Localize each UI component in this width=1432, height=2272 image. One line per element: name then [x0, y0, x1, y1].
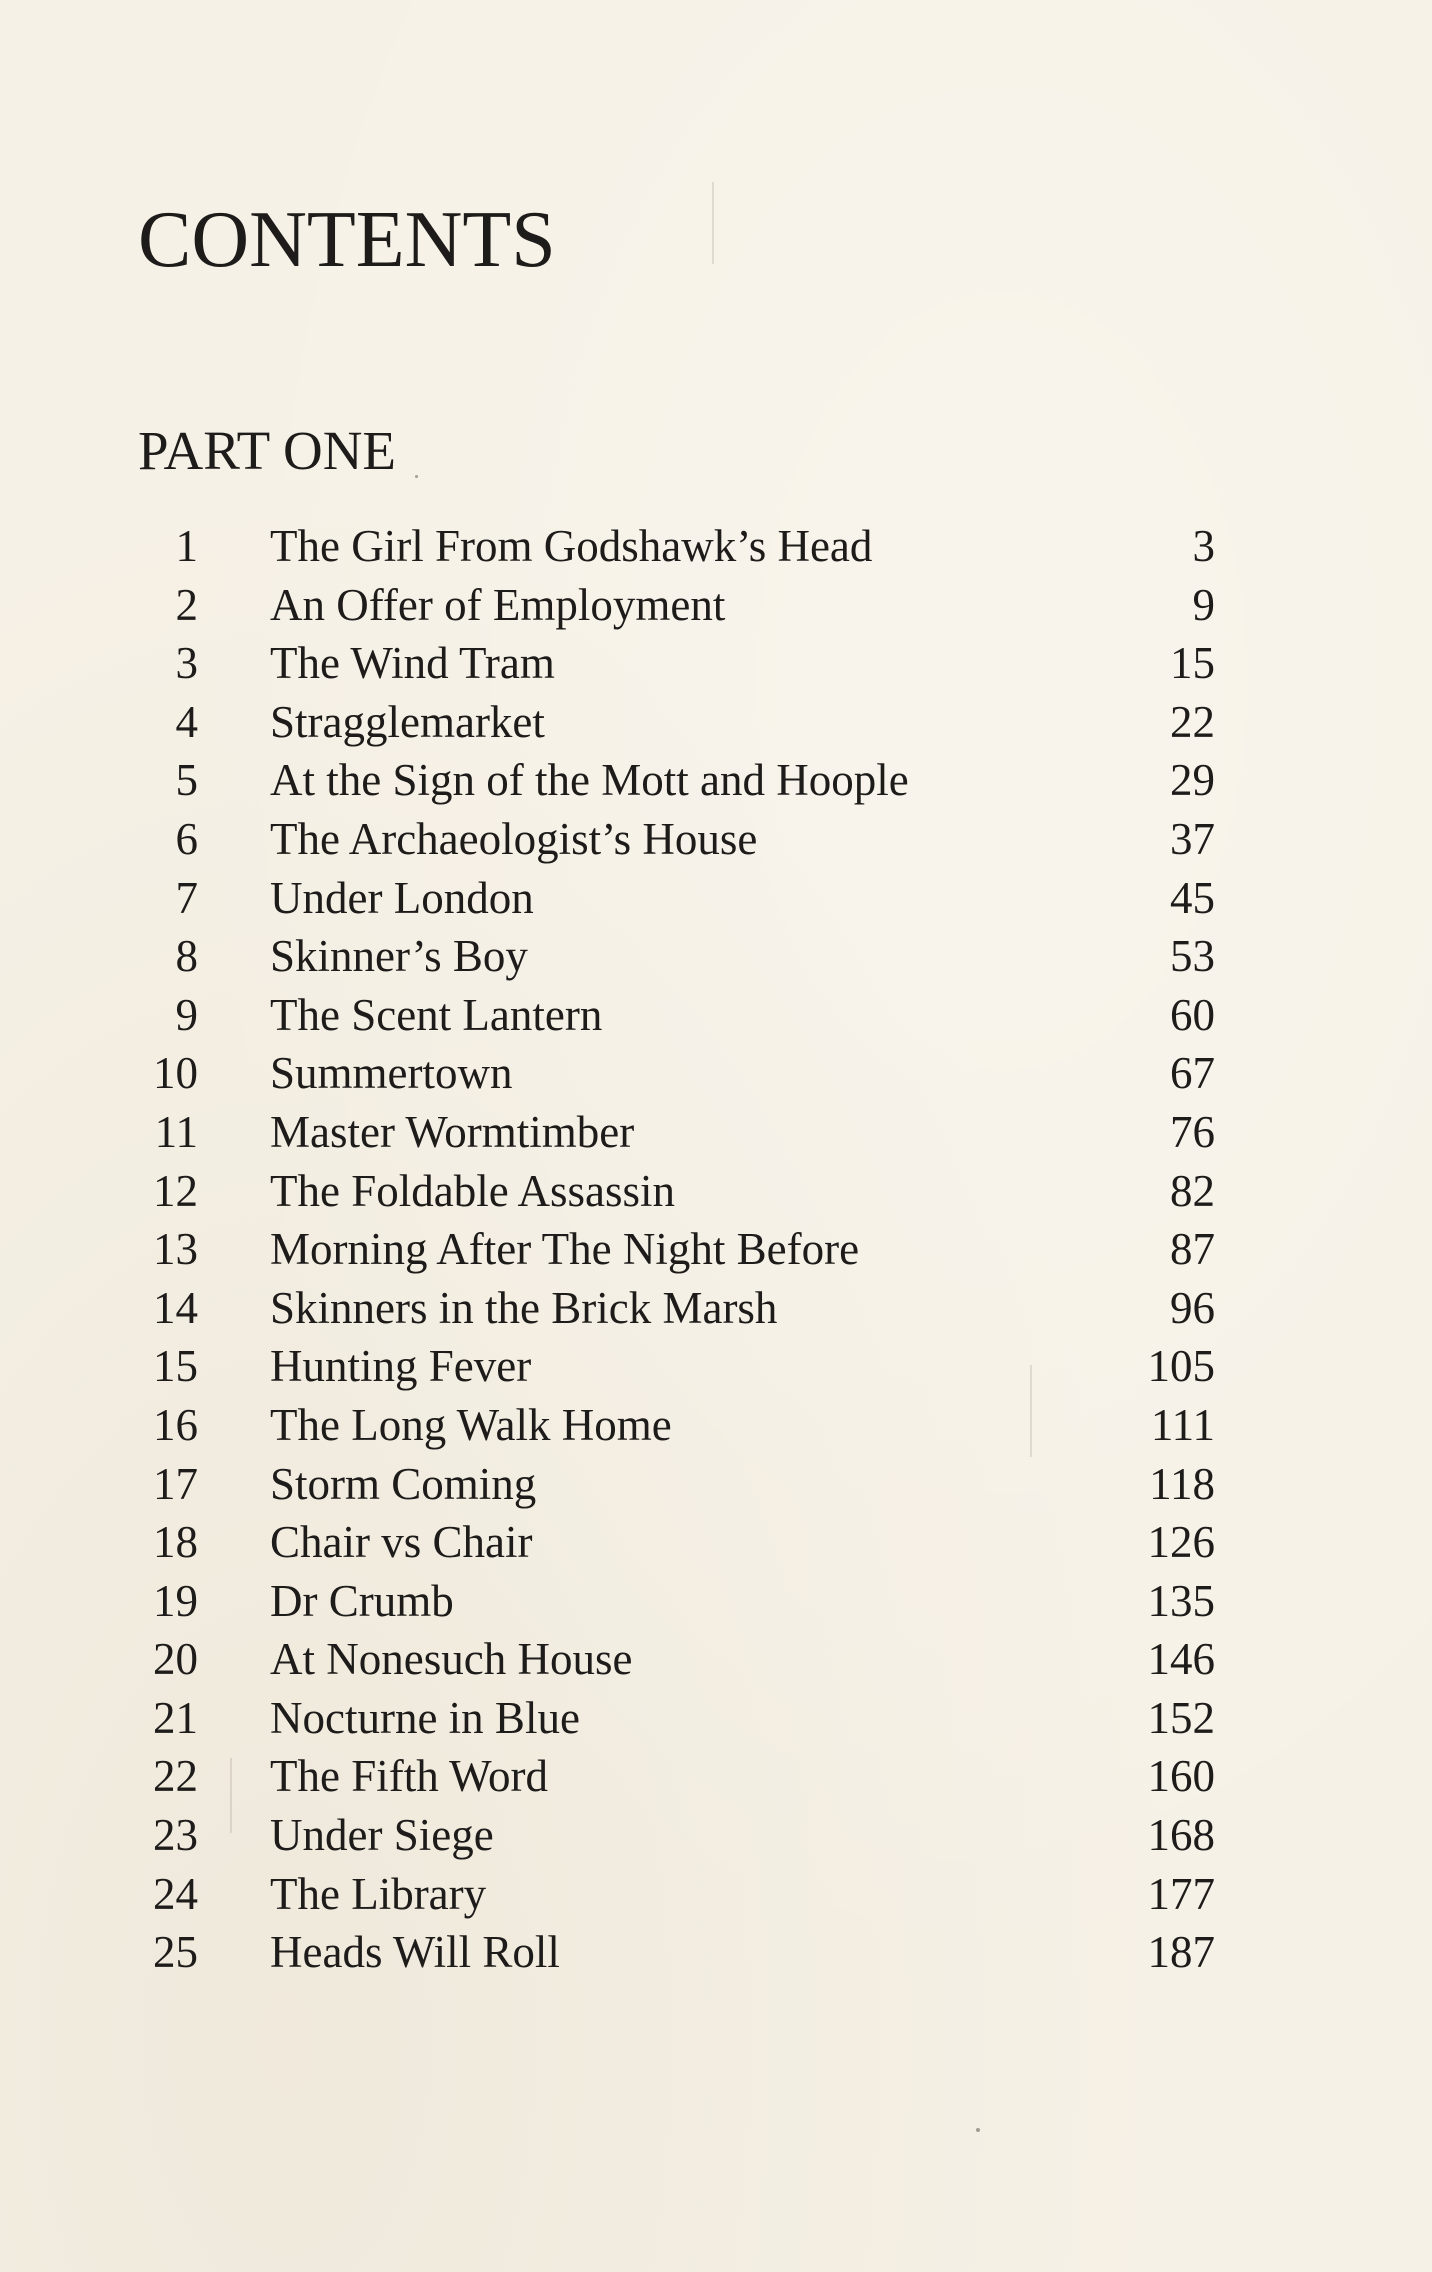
chapter-page-number: 60 [1170, 989, 1215, 1040]
toc-entry [0, 1806, 1432, 1865]
chapter-title: An Offer of Employment [270, 579, 726, 630]
chapter-number: 2 [175, 579, 198, 630]
chapter-page-number: 96 [1170, 1282, 1215, 1333]
chapter-title: Stragglemarket [270, 696, 545, 747]
toc-entry [0, 1455, 1432, 1514]
table-of-contents [0, 517, 1432, 1982]
chapter-title: The Foldable Assassin [270, 1165, 675, 1216]
chapter-title: The Fifth Word [270, 1751, 549, 1802]
chapter-title: The Girl From Godshawk’s Head [270, 521, 873, 571]
toc-entry [0, 1103, 1432, 1162]
chapter-title: Summertown [270, 1048, 513, 1099]
chapter-page-number: 187 [1147, 1927, 1215, 1978]
chapter-title: Storm Coming [270, 1458, 537, 1509]
toc-entry [0, 1747, 1432, 1806]
part-heading: PART ONE [138, 420, 397, 481]
chapter-number: 18 [153, 1517, 198, 1568]
chapter-number: 22 [153, 1751, 198, 1802]
chapter-title: The Scent Lantern [270, 989, 603, 1040]
toc-entry [0, 1513, 1432, 1572]
chapter-number: 21 [153, 1692, 198, 1743]
chapter-title: Dr Crumb [270, 1575, 454, 1626]
toc-entry [0, 986, 1432, 1045]
chapter-page-number: 111 [1150, 1399, 1215, 1450]
chapter-number: 17 [153, 1458, 198, 1509]
toc-entry [0, 1279, 1432, 1338]
chapter-page-number: 82 [1170, 1165, 1215, 1216]
toc-entry [0, 576, 1432, 635]
chapter-title: The Long Walk Home [270, 1399, 672, 1450]
toc-entry [0, 927, 1432, 986]
chapter-number: 6 [175, 813, 198, 864]
chapter-title: Nocturne in Blue [270, 1692, 580, 1743]
chapter-number: 20 [153, 1634, 198, 1685]
chapter-number: 13 [153, 1224, 198, 1275]
chapter-page-number: 152 [1147, 1692, 1215, 1743]
chapter-page-number: 45 [1170, 872, 1215, 923]
chapter-number: 3 [175, 638, 198, 689]
chapter-number: 1 [175, 521, 198, 571]
chapter-title: Master Wormtimber [270, 1106, 635, 1157]
chapter-number: 16 [153, 1399, 198, 1450]
chapter-page-number: 76 [1170, 1106, 1215, 1157]
chapter-title: Under Siege [270, 1810, 494, 1861]
chapter-number: 24 [153, 1868, 198, 1919]
chapter-number: 8 [175, 931, 198, 982]
chapter-title: Morning After The Night Before [270, 1224, 860, 1275]
toc-entry [0, 1572, 1432, 1631]
chapter-page-number: 160 [1147, 1751, 1215, 1802]
toc-entry [0, 869, 1432, 928]
page-title: CONTENTS [138, 196, 556, 284]
toc-entry [0, 1044, 1432, 1103]
toc-entry [0, 1396, 1432, 1455]
chapter-title: At the Sign of the Mott and Hoople [270, 755, 909, 806]
chapter-number: 14 [153, 1282, 198, 1333]
chapter-title: The Wind Tram [270, 638, 555, 689]
chapter-number: 4 [175, 696, 198, 747]
chapter-page-number: 37 [1170, 813, 1215, 864]
chapter-page-number: 53 [1170, 931, 1215, 982]
chapter-page-number: 177 [1147, 1868, 1215, 1919]
chapter-number: 25 [153, 1927, 198, 1978]
chapter-title: The Library [270, 1868, 487, 1919]
chapter-title: Skinners in the Brick Marsh [270, 1282, 778, 1333]
chapter-number: 9 [175, 989, 198, 1040]
chapter-page-number: 87 [1170, 1224, 1215, 1275]
toc-entry [0, 1689, 1432, 1748]
chapter-page-number: 126 [1147, 1517, 1215, 1568]
toc-entry [0, 517, 1432, 576]
chapter-page-number: 3 [1192, 521, 1215, 571]
chapter-title: Heads Will Roll [270, 1927, 560, 1978]
chapter-title: The Archaeologist’s House [270, 813, 758, 864]
chapter-page-number: 29 [1170, 755, 1215, 806]
chapter-number: 23 [153, 1810, 198, 1861]
toc-entry [0, 1162, 1432, 1221]
toc-entry [0, 693, 1432, 752]
scan-mark [712, 182, 714, 264]
toc-entry [0, 751, 1432, 810]
chapter-page-number: 105 [1147, 1341, 1215, 1392]
scan-speck [415, 475, 418, 478]
chapter-number: 19 [153, 1575, 198, 1626]
chapter-title: Hunting Fever [270, 1341, 532, 1392]
chapter-title: Skinner’s Boy [270, 931, 528, 982]
toc-entry [0, 634, 1432, 693]
chapter-page-number: 67 [1170, 1048, 1215, 1099]
chapter-page-number: 118 [1149, 1458, 1215, 1509]
toc-entry [0, 1630, 1432, 1689]
chapter-page-number: 135 [1147, 1575, 1215, 1626]
chapter-page-number: 15 [1170, 638, 1215, 689]
chapter-page-number: 168 [1147, 1810, 1215, 1861]
chapter-page-number: 146 [1147, 1634, 1215, 1685]
chapter-page-number: 9 [1192, 579, 1215, 630]
scan-speck [976, 2128, 980, 2132]
chapter-title: At Nonesuch House [270, 1634, 633, 1685]
chapter-number: 15 [153, 1341, 198, 1392]
chapter-title: Chair vs Chair [270, 1517, 533, 1568]
toc-entry [0, 1337, 1432, 1396]
chapter-page-number: 22 [1170, 696, 1215, 747]
toc-entry [0, 1220, 1432, 1279]
toc-entry [0, 810, 1432, 869]
chapter-number: 10 [153, 1048, 198, 1099]
chapter-number: 5 [175, 755, 198, 806]
chapter-number: 11 [154, 1106, 198, 1157]
chapter-title: Under London [270, 872, 534, 923]
toc-entry [0, 1865, 1432, 1924]
chapter-number: 12 [153, 1165, 198, 1216]
chapter-number: 7 [175, 872, 198, 923]
toc-entry [0, 1923, 1432, 1982]
